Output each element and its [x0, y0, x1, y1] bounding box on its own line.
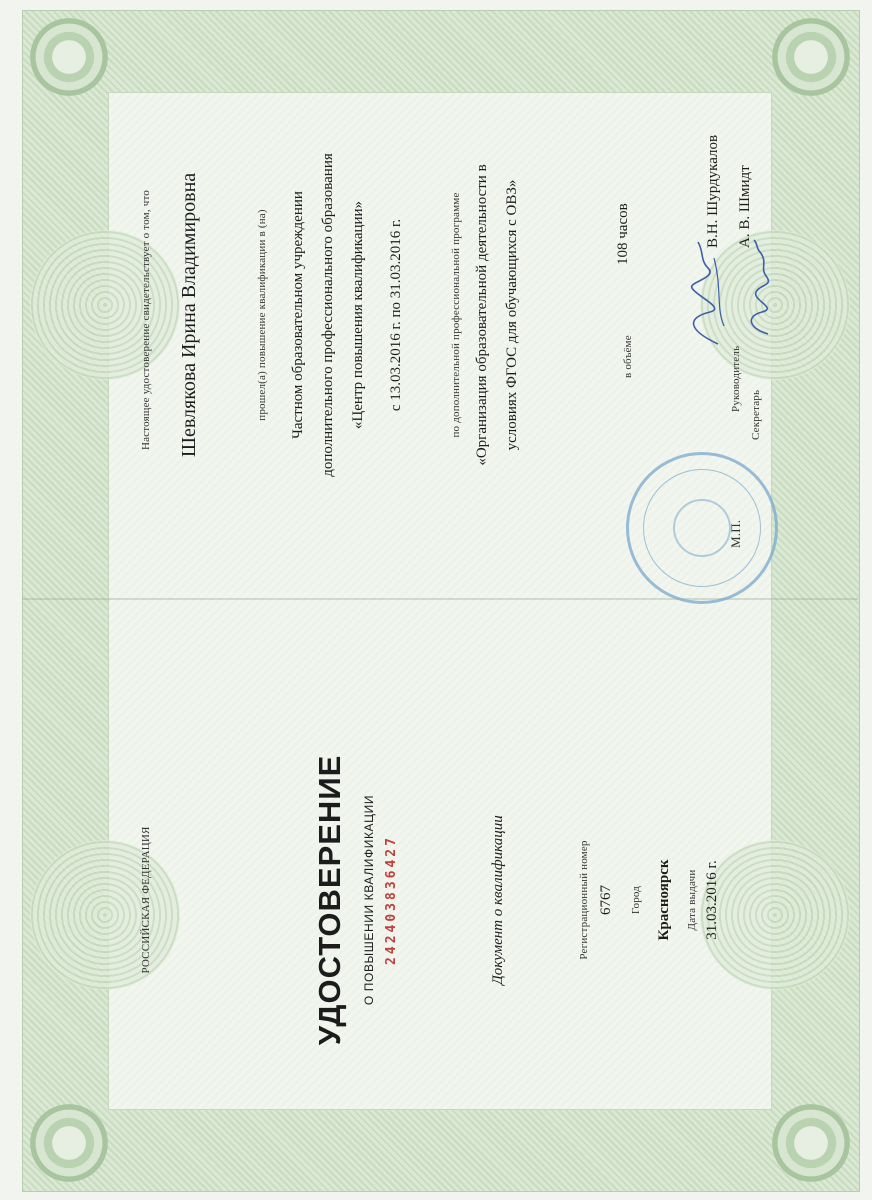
country-label: РОССИЙСКАЯ ФЕДЕРАЦИЯ	[140, 826, 152, 974]
recipient-name: Шевлякова Ирина Владимировна	[178, 172, 200, 458]
registration-label: Регистрационный номер	[578, 840, 590, 960]
organization-seal	[626, 452, 778, 604]
secretary-label: Секретарь	[750, 389, 762, 440]
organization-line-2: дополнительного профессионального образования	[320, 153, 336, 477]
serial-number: 242403836427	[384, 835, 399, 965]
head-label: Руководитель	[730, 345, 742, 412]
passed-label: прошел(а) повышение квалификации в (на)	[256, 209, 268, 421]
city-label: Город	[630, 885, 642, 915]
program-line-2: условиях ФГОС для обучающихся с ОВЗ»	[504, 179, 520, 451]
issue-date-label: Дата выдачи	[686, 869, 698, 931]
document-type: Документ о квалификации	[490, 815, 506, 985]
study-period: с 13.03.2016 г. по 31.03.2016 г.	[388, 218, 404, 412]
city-value: Красноярск	[656, 859, 672, 941]
document-subtitle: О ПОВЫШЕНИИ КВАЛИФИКАЦИИ	[362, 794, 376, 1006]
issue-date: 31.03.2016 г.	[704, 860, 720, 940]
program-line-1: «Организация образовательной деятельности в	[474, 164, 490, 466]
organization-line-1: Частном образовательном учреждении	[290, 191, 306, 439]
head-name: В.Н. Шурдукалов	[705, 134, 721, 248]
registration-number: 6767	[598, 885, 614, 915]
secretary-name: А. В. Шмидт	[737, 165, 753, 248]
program-label: по дополнительной профессиональной программе	[450, 192, 462, 438]
intro-text: Настоящее удостоверение свидетельствует о том, что	[140, 189, 152, 451]
volume-value: 108 часов	[615, 203, 631, 265]
document-title: УДОСТОВЕРЕНИЕ	[312, 754, 347, 1046]
volume-label: в объёме	[622, 335, 634, 378]
seal-label: М.П.	[728, 519, 743, 548]
head-signature	[678, 238, 738, 348]
secretary-signature	[738, 238, 788, 338]
organization-line-3: «Центр повышения квалификации»	[350, 200, 366, 430]
